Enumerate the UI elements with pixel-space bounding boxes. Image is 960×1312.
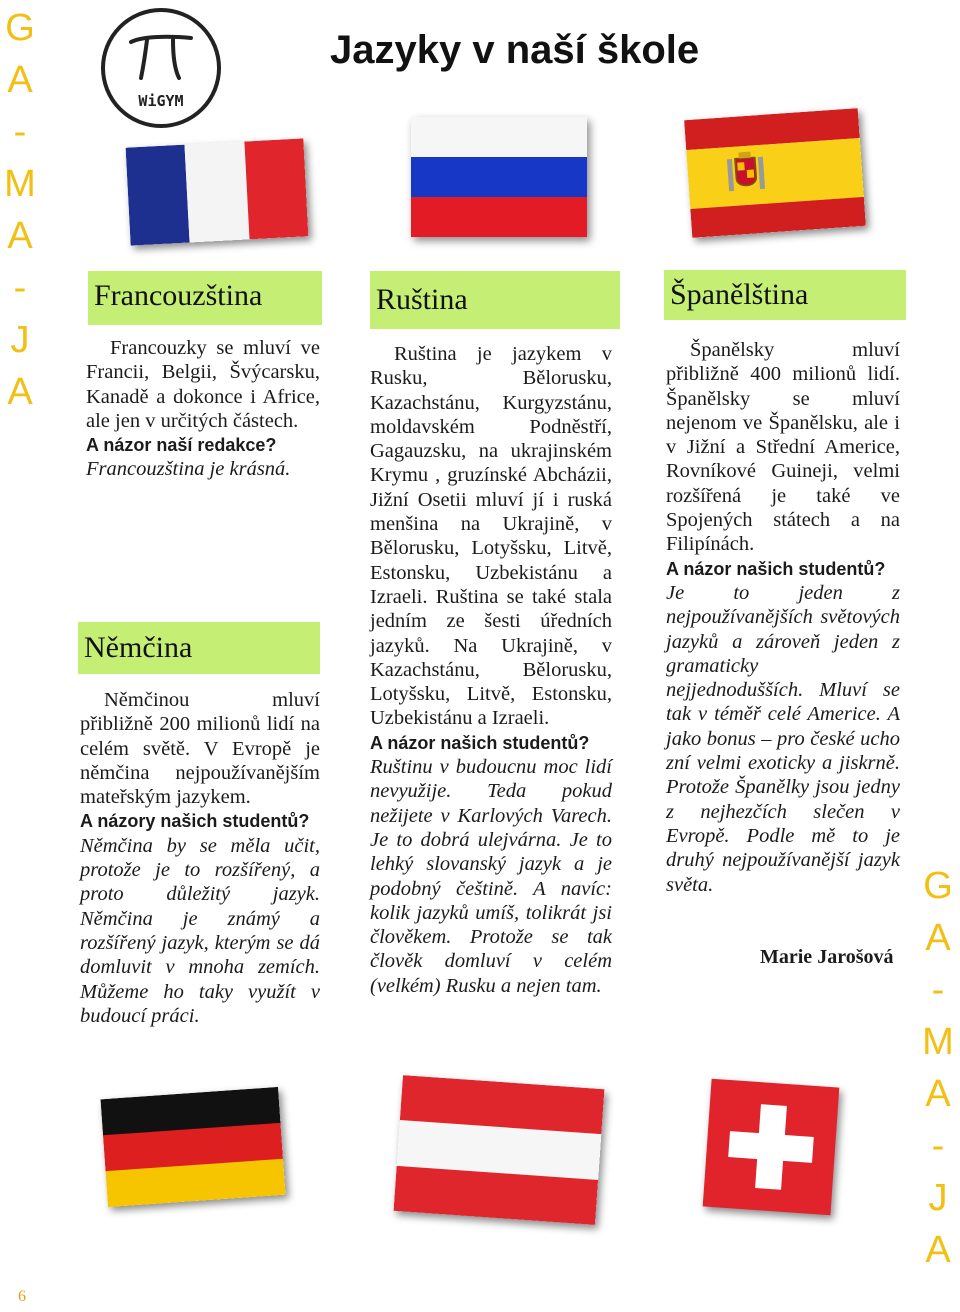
page-title: Jazyky v naší škole (330, 28, 700, 72)
coat-of-arms-icon (724, 149, 767, 202)
russian-section (370, 342, 612, 998)
logo-text: WiGYM (138, 92, 184, 110)
heading-russian: Ruština (370, 271, 620, 329)
flag-france (126, 138, 309, 245)
author-name: Marie Jarošová (760, 946, 894, 968)
german-text: Němčinou mluví přibližně 200 milionů lidí na celém světě. V Evropě je němčina nejpoužívanějším mateřským jazykem. (80, 689, 320, 809)
german-section (80, 688, 320, 1028)
school-logo (99, 6, 223, 130)
french-opinion-question: A názor naší redakce? (86, 435, 277, 456)
page-number: 6 (18, 1288, 26, 1305)
russian-opinion-question: A názor našich studentů? (370, 732, 590, 753)
flag-austria (394, 1075, 605, 1225)
french-section (86, 336, 320, 482)
spanish-opinion: Je to jeden z nejpoužívanějších světových jazyků a zároveň jeden z gramaticky nejjednodušších. Mluví se tak v téměř celé Americe. A jako bonus – pro české ucho zní velmi exoticky a jiskrně. Protože Španělky jsou jedny z nejhezčích slečen v Evropě. Podle mě to je druhý nejpoužívanější jazyk světa. (666, 581, 900, 896)
flag-russia (411, 117, 587, 237)
flag-spain (684, 108, 866, 238)
german-opinion-question: A názory našich studentů? (80, 811, 310, 832)
flag-germany (100, 1087, 285, 1207)
russian-opinion: Ruštinu v budoucnu moc lidí nevyužije. Teda pokud nežijete v Karlových Varech. Je to dobrá ulejvárna. Je to lehký slovanský jazyk a je podobný češtině. A navíc: kolik jazyků umíš, tolikrát jsi člověkem. Protože se tak člověk domluví v celém (velkém) Rusku a nejen tam. (370, 756, 612, 997)
russian-text: Ruština je jazykem v Rusku, Bělorusku, Kazachstánu, Kurgyzstánu, moldavském Podněstří, Gagauzsku, na ukrajinském Krymu , gruzínské Abcházii, Jižní Osetii mluví jí i ruská menšina na Ukrajině, v Bělorusku, Lotyšsku, Litvě, Estonsku, Uzbekistánu a Izraeli. Ruština se také stala jedním ze šesti úředních jazyků. Na Ukrajině, v Kazachstánu, Bělorusku, Lotyšsku, Litvě, Estonsku, Uzbekistánu a Izraeli. (370, 343, 612, 730)
heading-german: Němčina (78, 622, 320, 674)
spanish-text: Španělsky mluví přibližně 400 milionů lidí. Španělsky se mluví nejenom ve Španělsku, ale i v Jižní a Střední Americe, Rovníkové Guineji, velmi rozšířená je také ve Spojených státech a na Filipínách. (666, 339, 900, 556)
side-letters-right: G A - M A - J A (922, 865, 954, 1271)
french-text: Francouzky se mluví ve Francii, Belgii, Švýcarsku, Kanadě a dokonce i Africe, ale jen v určitých částech. (86, 337, 320, 432)
french-opinion: Francouzština je krásná. (86, 458, 291, 481)
heading-spanish: Španělština (664, 270, 906, 320)
heading-french: Francouzština (88, 271, 322, 325)
spanish-section (666, 338, 900, 897)
spanish-opinion-question: A názor našich studentů? (666, 558, 886, 579)
side-letters-left: G A - M A - J A (4, 7, 36, 413)
german-opinion: Němčina by se měla učit, protože je to rozšířený, a proto důležitý jazyk. Němčina je známý a rozšířený jazyk, kterým se dá domluvit v mnoha zemích. Můžeme ho taky využít v budoucí práci. (80, 834, 320, 1027)
flag-switzerland (703, 1079, 840, 1216)
